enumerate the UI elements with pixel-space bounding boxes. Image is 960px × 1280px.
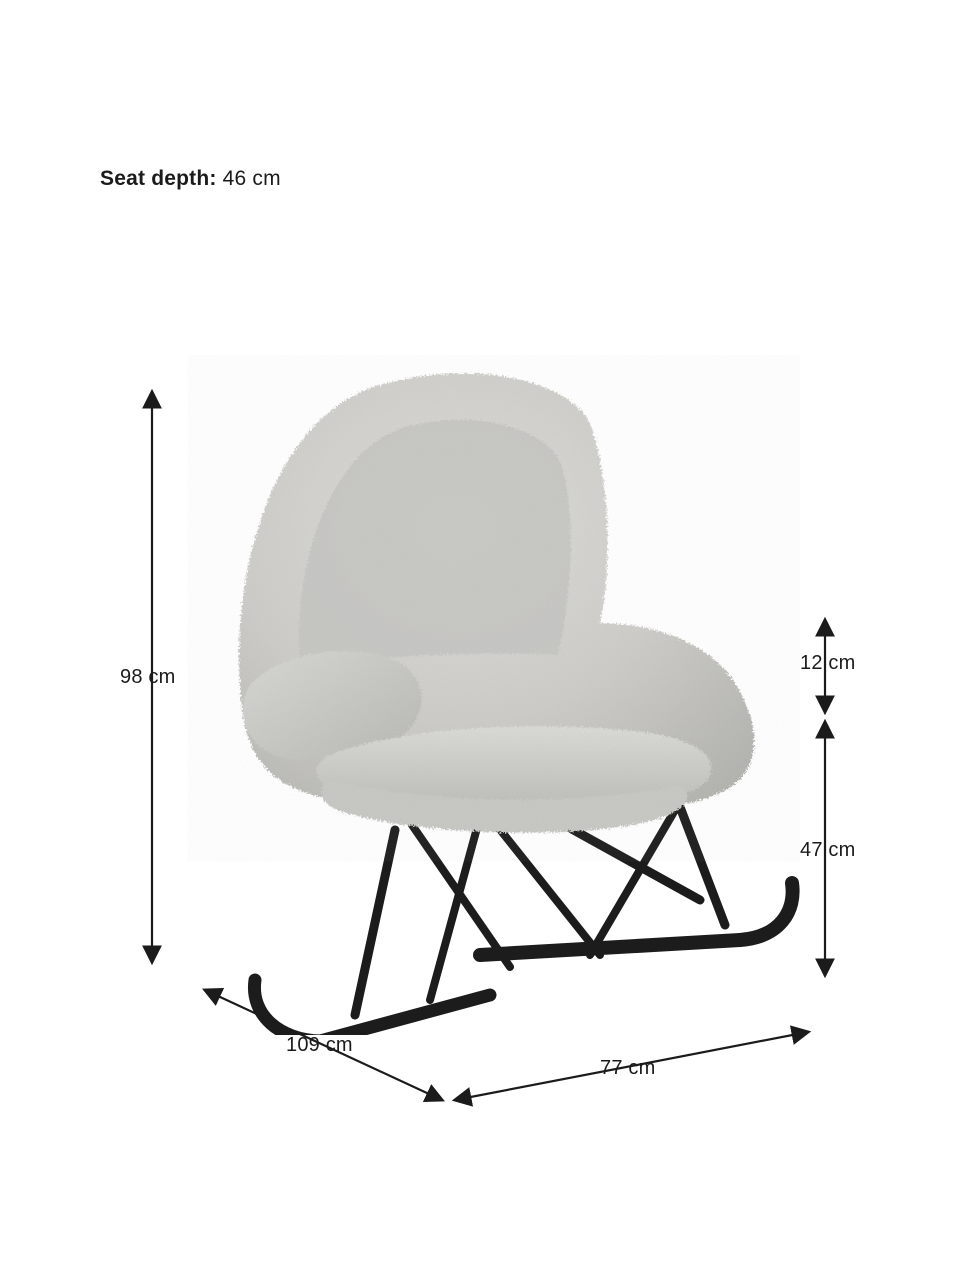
seat-depth-value: 46 cm <box>222 167 281 190</box>
dimension-label-seat-height: 47 cm <box>800 839 856 861</box>
dimension-label-width: 77 cm <box>600 1057 656 1079</box>
dimension-label-height: 98 cm <box>120 666 176 688</box>
dimension-label-depth: 109 cm <box>286 1034 353 1056</box>
seat-depth-key: Seat depth: <box>100 167 217 190</box>
dimension-label-armrest: 12 cm <box>800 652 856 674</box>
